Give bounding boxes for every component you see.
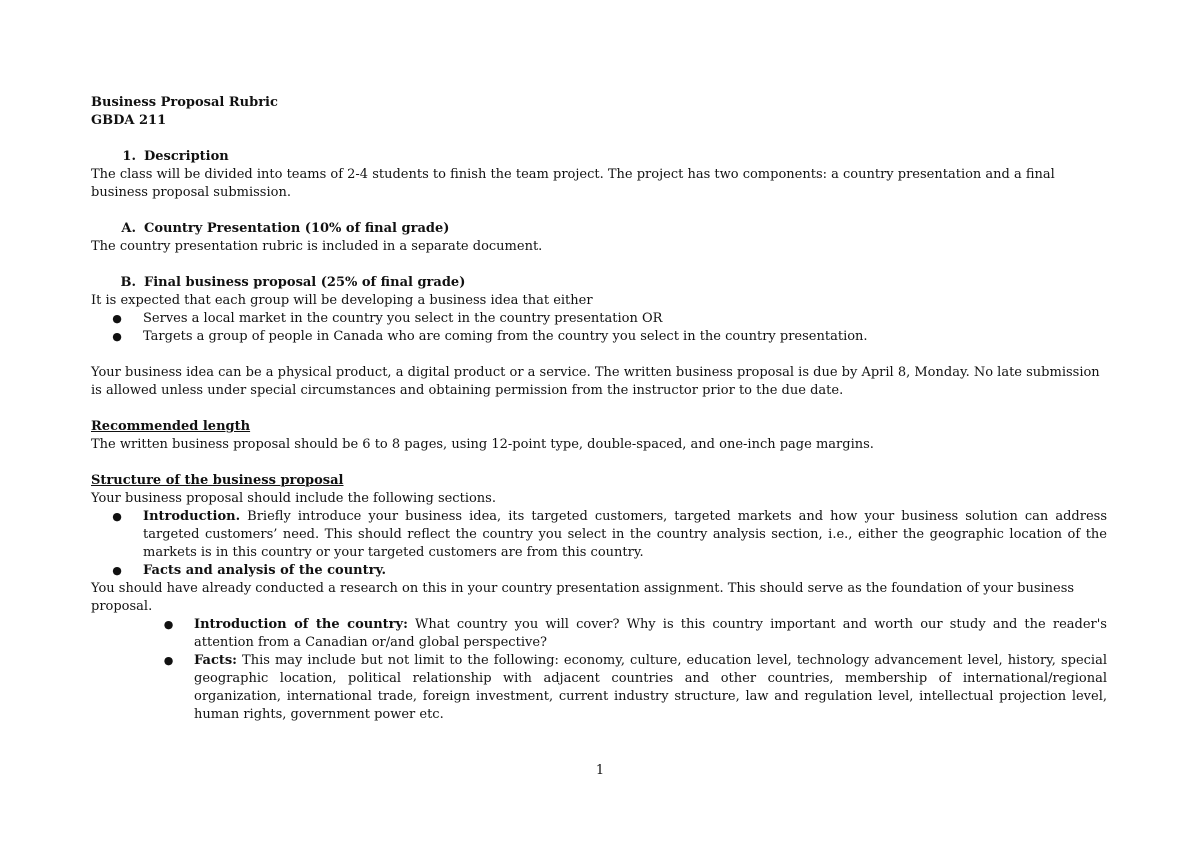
structure-intro: Your business proposal should include the following sections. (91, 491, 496, 506)
facts-analysis-label: Facts and analysis of the country. (143, 563, 387, 578)
country-presentation-letter: A. (121, 221, 136, 236)
facts-label: Facts: (194, 653, 237, 668)
document-title: Business Proposal Rubric (91, 95, 278, 110)
final-proposal-heading (91, 274, 1107, 292)
bullet-icon: ● (163, 654, 174, 667)
bullet-icon: ● (163, 618, 174, 631)
description-heading (91, 148, 1107, 166)
country-presentation-text: The country presentation rubric is included in a separate document. (91, 239, 543, 254)
description-number: 1. (122, 149, 136, 164)
recommended-length-text: The written business proposal should be 6 to 8 pages, using 12-point type, double-spaced, and one-inch page margins. (91, 437, 874, 452)
final-proposal-intro: It is expected that each group will be developing a business idea that either (91, 293, 593, 308)
bullet-icon: ● (112, 510, 122, 523)
bullet-icon: ● (112, 312, 122, 325)
introduction-text: Briefly introduce your business idea, its targeted customers, targeted markets and how your business solution can address targeted customers’ need. This should reflect the country you select in the country analysis section, i.e., either the geographic location of the markets is in this country or your targeted customers are from this country. (143, 509, 1107, 560)
list-item (91, 652, 1107, 724)
list-item (91, 562, 1107, 580)
bullet-icon: ● (112, 564, 122, 577)
country-sub-bullets (91, 616, 1107, 724)
bullet-icon: ● (112, 330, 122, 343)
final-proposal-letter: B. (120, 275, 136, 290)
facts-text: This may include but not limit to the following: economy, culture, education level, technology advancement level, history, special geographic location, political relationship with adjacent countries and other countries, membership of international/regional organization, international trade, foreign investment, current industry structure, law and regulation level, intellectual projection level, human rights, government power etc. (194, 653, 1107, 722)
introduction-label: Introduction. (143, 509, 241, 524)
structure-heading: Structure of the business proposal (91, 473, 344, 488)
country-intro-text: What country you will cover? Why is this country important and worth our study and the reader's attention from a Canadian or/and global perspective? (194, 617, 1107, 650)
country-presentation-heading-text: Country Presentation (10% of final grade) (144, 221, 450, 236)
list-item: ● Serves a local market in the country you select in the country presentation OR (91, 310, 1107, 328)
final-proposal-heading-text: Final business proposal (25% of final grade) (144, 275, 466, 290)
country-presentation-heading (91, 220, 1107, 238)
structure-bullets (91, 508, 1107, 580)
description-text: The class will be divided into teams of 2-4 students to finish the team project. The project has two components: a country presentation and a final business proposal submission. (91, 167, 1055, 200)
description-heading-text: Description (144, 149, 229, 164)
country-intro-label: Introduction of the country: (194, 617, 408, 632)
page-number: 1 (595, 763, 605, 778)
list-item: ● Targets a group of people in Canada who are coming from the country you select in the country presentation. (91, 328, 1107, 346)
research-note: You should have already conducted a research on this in your country presentation assignment. This should serve as the foundation of your business proposal. (91, 581, 1075, 614)
recommended-length-heading: Recommended length (91, 419, 251, 434)
course-code: GBDA 211 (91, 113, 167, 128)
final-proposal-bullets (91, 310, 1107, 346)
list-item (91, 616, 1107, 652)
document-page (91, 94, 1107, 724)
final-proposal-paragraph: Your business idea can be a physical product, a digital product or a service. The written business proposal is due by April 8, Monday. No late submission is allowed unless under special circumstances and obtaining permission from the instructor prior to the due date. (91, 365, 1100, 398)
list-item (91, 508, 1107, 562)
